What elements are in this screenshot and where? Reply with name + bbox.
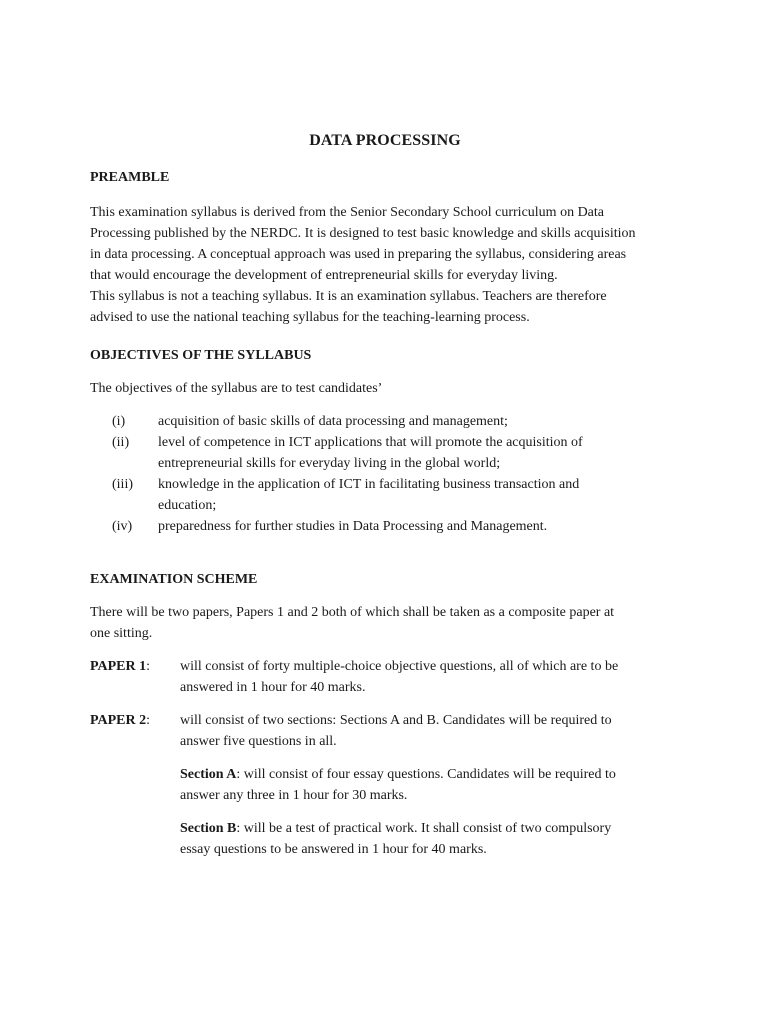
exam-scheme-heading: EXAMINATION SCHEME	[90, 572, 258, 587]
paper-1-description	[180, 656, 618, 698]
paper-1-line: answered in 1 hour for 40 marks.	[180, 680, 366, 695]
section-b-text: : will be a test of practical work. It shall consist of two compulsory	[236, 821, 612, 836]
list-item-number: (i)	[112, 414, 126, 429]
list-item	[112, 474, 672, 516]
section-b-line: essay questions to be answered in 1 hour for 40 marks.	[180, 842, 487, 857]
section-a-text: : will consist of four essay questions. Candidates will be required to	[236, 767, 616, 782]
objectives-heading: OBJECTIVES OF THE SYLLABUS	[90, 348, 312, 363]
section-b-line	[180, 818, 611, 839]
list-item-number: (iv)	[112, 519, 133, 534]
objectives-intro-text: The objectives of the syllabus are to test candidates’	[90, 381, 383, 396]
paper-2-label	[90, 710, 150, 731]
section-a-label: Section A	[180, 767, 237, 782]
paper-2-label-text: PAPER 2	[90, 713, 147, 728]
list-item-text: education;	[158, 498, 217, 513]
list-item-text: level of competence in ICT applications that will promote the acquisition of	[158, 435, 583, 450]
preamble-line: This examination syllabus is derived from the Senior Secondary School curriculum on Data	[90, 205, 604, 220]
paper-1-colon: :	[146, 659, 151, 674]
objectives-intro	[90, 378, 670, 399]
paper-1-line: will consist of forty multiple-choice objective questions, all of which are to be	[180, 659, 619, 674]
section-a-block	[180, 764, 616, 806]
list-item-text: preparedness for further studies in Data Processing and Management.	[158, 519, 548, 534]
preamble-line: advised to use the national teaching syllabus for the teaching-learning process.	[90, 310, 530, 325]
list-item-text: knowledge in the application of ICT in facilitating business transaction and	[158, 477, 580, 492]
paper-1-label-text: PAPER 1	[90, 659, 147, 674]
paper-1-label	[90, 656, 150, 677]
list-item-number: (iii)	[112, 477, 133, 492]
list-item-number: (ii)	[112, 435, 130, 450]
list-item	[112, 411, 672, 432]
section-b-label: Section B	[180, 821, 237, 836]
preamble-line: that would encourage the development of entrepreneurial skills for everyday living.	[90, 268, 558, 283]
preamble-paragraph	[90, 202, 670, 328]
document-title: DATA PROCESSING	[309, 132, 461, 149]
exam-scheme-intro	[90, 602, 670, 644]
preamble-line: in data processing. A conceptual approach was used in preparing the syllabus, considering areas	[90, 247, 627, 262]
exam-scheme-intro-line: one sitting.	[90, 626, 153, 641]
preamble-line: This syllabus is not a teaching syllabus. It is an examination syllabus. Teachers are therefore	[90, 289, 607, 304]
objectives-list	[112, 411, 672, 537]
paper-2-line: answer five questions in all.	[180, 734, 337, 749]
paper-2-description	[180, 710, 612, 752]
list-item	[112, 432, 672, 474]
paper-2-line: will consist of two sections: Sections A and B. Candidates will be required to	[180, 713, 612, 728]
list-item-text: entrepreneurial skills for everyday living in the global world;	[158, 456, 501, 471]
preamble-heading: PREAMBLE	[90, 170, 170, 185]
exam-scheme-intro-line: There will be two papers, Papers 1 and 2 both of which shall be taken as a composite paper at	[90, 605, 615, 620]
paper-2-colon: :	[146, 713, 151, 728]
list-item-text: acquisition of basic skills of data processing and management;	[158, 414, 508, 429]
section-a-line	[180, 764, 616, 785]
section-a-line: answer any three in 1 hour for 30 marks.	[180, 788, 408, 803]
section-b-block	[180, 818, 611, 860]
preamble-line: Processing published by the NERDC. It is designed to test basic knowledge and skills acquisition	[90, 226, 636, 241]
list-item	[112, 516, 672, 537]
